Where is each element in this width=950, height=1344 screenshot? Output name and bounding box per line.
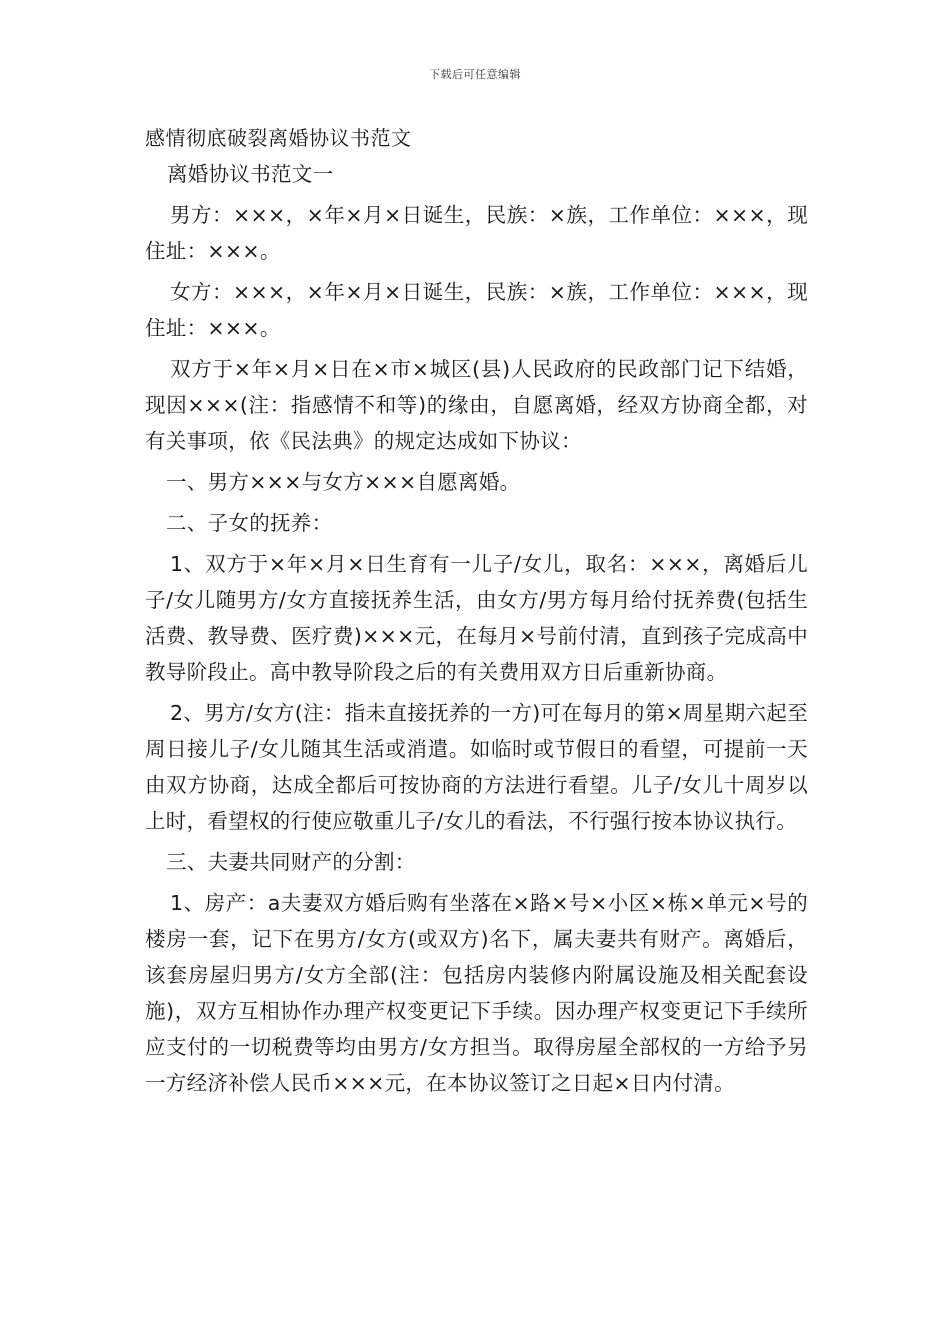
document-subtitle: 离婚协议书范文一: [167, 162, 334, 186]
paragraph-male-party: 男方：×××，×年×月×日诞生，民族：×族，工作单位：×××，现住址：×××。: [145, 203, 808, 263]
paragraph-child-support: 1、双方于×年×月×日生育有一儿子/女儿，取名：×××，离婚后儿子/女儿随男方/女方直接抚养生活，由女方/男方每月给付抚养费(包括生活费、教导费、医疗费)×××元，在每月×号前付清，直到孩子完成高中教导阶段止。高中教导阶段之后的有关费用双方日后重新协商。: [145, 552, 808, 684]
document-title: 感情彻底破裂离婚协议书范文: [145, 126, 412, 150]
paragraph-marriage-background: 双方于×年×月×日在×市×城区(县)人民政府的民政部门记下结婚，现因×××(注：指感情不和等)的缘由，自愿离婚，经双方协商全都，对有关事项，依《民法典》的规定达成如下协议：: [145, 357, 808, 453]
paragraph-visitation: 2、男方/女方(注：指未直接抚养的一方)可在每月的第×周星期六起至周日接儿子/女儿随其生活或消遣。如临时或节假日的看望，可提前一天由双方协商，达成全都后可按协商的方法进行看望。儿子/女儿十周岁以上时，看望权的行使应敬重儿子/女儿的看法，不行强行按本协议执行。: [145, 701, 808, 833]
paragraph-clause-2-heading: 二、子女的抚养：: [166, 511, 333, 535]
page-header-note: 下载后可任意编辑: [429, 68, 521, 81]
paragraph-clause-1: 一、男方×××与女方×××自愿离婚。: [166, 470, 521, 494]
paragraph-female-party: 女方：×××，×年×月×日诞生，民族：×族，工作单位：×××，现住址：×××。: [145, 280, 808, 340]
document-body: [145, 156, 808, 1106]
paragraph-property: 1、房产：a夫妻双方婚后购有坐落在×路×号×小区×栋×单元×号的楼房一套，记下在男方/女方(或双方)名下，属夫妻共有财产。离婚后，该套房屋归男方/女方全部(注：包括房内装修内附属设施及相关配套设施)，双方互相协作办理产权变更记下手续。因办理产权变更记下手续所应支付的一切税费等均由男方/女方担当。取得房屋全部权的一方给予另一方经济补偿人民币×××元，在本协议签订之日起×日内付清。: [145, 891, 808, 1095]
paragraph-clause-3-heading: 三、夫妻共同财产的分割：: [166, 850, 416, 874]
